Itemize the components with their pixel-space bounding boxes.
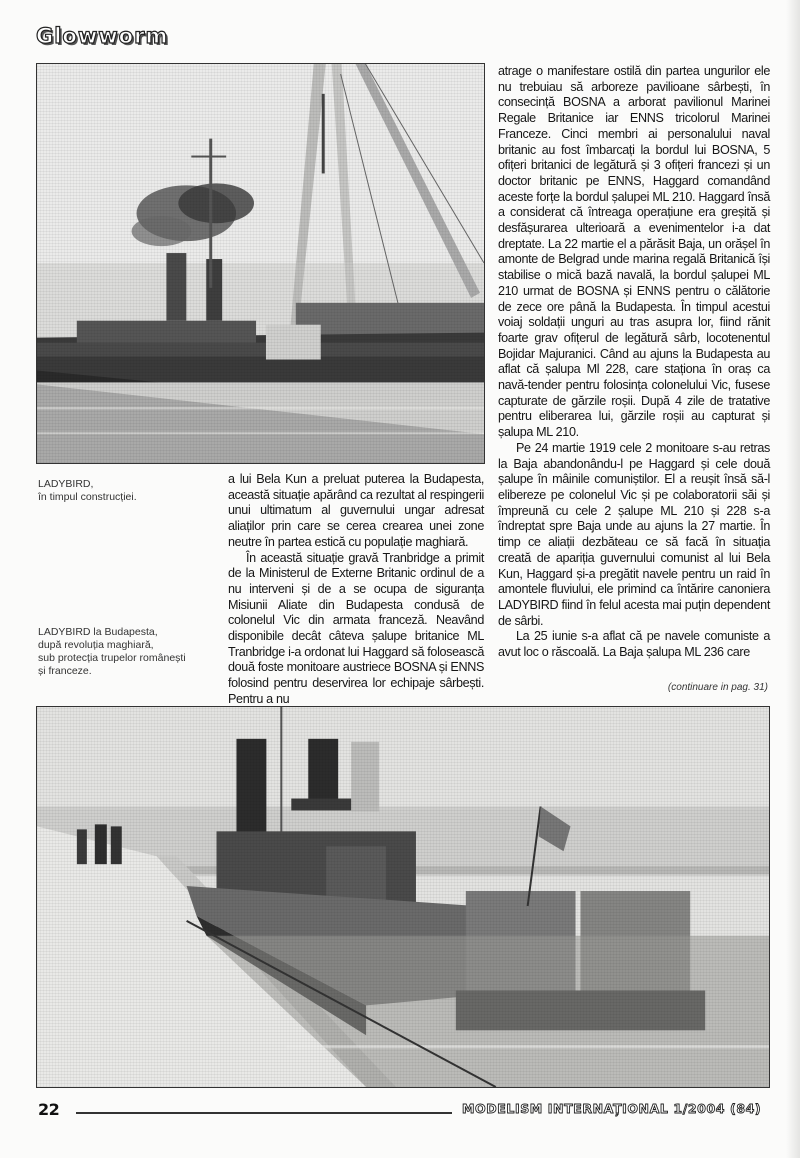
article-column-right (498, 64, 770, 661)
caption-line: LADYBIRD la Budapesta, (38, 626, 158, 638)
footer-divider (76, 1112, 452, 1114)
article-paragraph: În această situație gravă Tranbridge a primit de la Ministerul de Externe Britanic ordinul de a nu interveni și de a se ocupa de siguranța Misiunii Aliate din Budapesta condusă de colonelul Vic din armata franceză. Neavând disponibile decât câteva șalupe britanice ML Tranbridge i-a ordonat lui Haggard să folosească două foste monitoare austriece BOSNA și ENNS folosind pentru deservirea lor echipaje sârbești. Pentru a nu (228, 550, 484, 706)
article-paragraph: La 25 iunie s-a aflat că pe navele comuniste a avut loc o răscoală. La Baja șalupa ML 236 care (498, 629, 770, 660)
article-paragraph: a lui Bela Kun a preluat puterea la Budapesta, această situație apărând ca rezultat al respingerii unui ultimatum al guvernului ungar adresat aliaților prin care se cerea crearea unei zone neutre în partea estică cu populație maghiară. (228, 472, 484, 549)
photo-ladybird-construction (36, 63, 485, 464)
continuation-note: (continuare in pag. 31) (667, 682, 768, 693)
magazine-issue: MODELISM INTERNAȚIONAL 1/2004 (84) (462, 1101, 762, 1116)
caption-line: sub protecția trupelor românești (38, 652, 186, 664)
caption-bottom-photo (38, 626, 186, 678)
photo-ladybird-budapest (36, 706, 770, 1088)
caption-line: LADYBIRD, (38, 478, 94, 490)
caption-line: după revoluția maghiară, (38, 639, 154, 651)
section-title: Glowworm (36, 24, 169, 48)
caption-line: și franceze. (38, 665, 92, 677)
article-column-middle (228, 472, 484, 708)
page-number: 22 (38, 1100, 60, 1119)
page-edge-shadow (786, 0, 800, 1158)
article-paragraph: atrage o manifestare ostilă din partea ungurilor ele nu trebuiau să arboreze pavilioane sârbești, în consecință BOSNA a arborat pavilionul Marinei Regale Britanice iar ENNS tricolorul Marinei Franceze. Cinci membri ai personalului naval britanic au fost îmbarcați la bordul lui BOSNA, 5 ofițeri britanici de legătură și 3 ofițeri francezi și un doctor britanic pe ENNS, Haggard comandând aceste forțe la bordul șalupei ML 210. Haggard însă a considerat că întreaga operațiune era greșită și desfășurarea ulterioară a evenimentelor i-a dat dreptate. La 22 martie el a părăsit Baja, un orășel în amonte de Belgrad unde marina regală Britanică își stabilise o mică bază navală, la bordul șalupei ML 210 urmat de BOSNA și ENNS pentru o călătorie de zece ore până la Budapesta. În timpul acestui voiaj soldații unguri au tras asupra lor, fiind rănit foarte grav ofițerul de legătură sârb, locotenentul Bojidar Majuranici. Când au ajuns la Budapesta au aflat că șalupa Ml 228, care staționa în oraș ca navă-tender pentru folosința colonelului Vic, fusese capturate de gărzile roșii. După 4 zile de tratative pentru eliberarea lui, gărzile roșii au capturat și șalupa ML 210. (498, 64, 770, 440)
article-paragraph: Pe 24 martie 1919 cele 2 monitoare s-au retras la Baja abandonându-l pe Haggard și cele două șalupe în mâinile comuniștilor. El a reușit însă să-l elibereze pe colonelul Vic și pe colaboratorii săi și împreună cu cele 2 șalupe ML 210 și 228 s-a îndreptat spre Baja unde au ajuns la 27 martie. În timp ce aliații dezbăteau ce să facă în situația creată de apariția guvernului comunist al lui Bela Kun, Haggard și-a pregătit navele pentru un raid în amontele fluviului, ele primind ca întărire canoniera LADYBIRD fiind în felul acesta mai puțin dependent de sârbi. (498, 440, 770, 628)
ship-moored-illustration (37, 707, 769, 1087)
ship-construction-illustration (37, 64, 484, 463)
caption-top-photo (38, 478, 137, 504)
caption-line: în timpul construcției. (38, 491, 137, 503)
